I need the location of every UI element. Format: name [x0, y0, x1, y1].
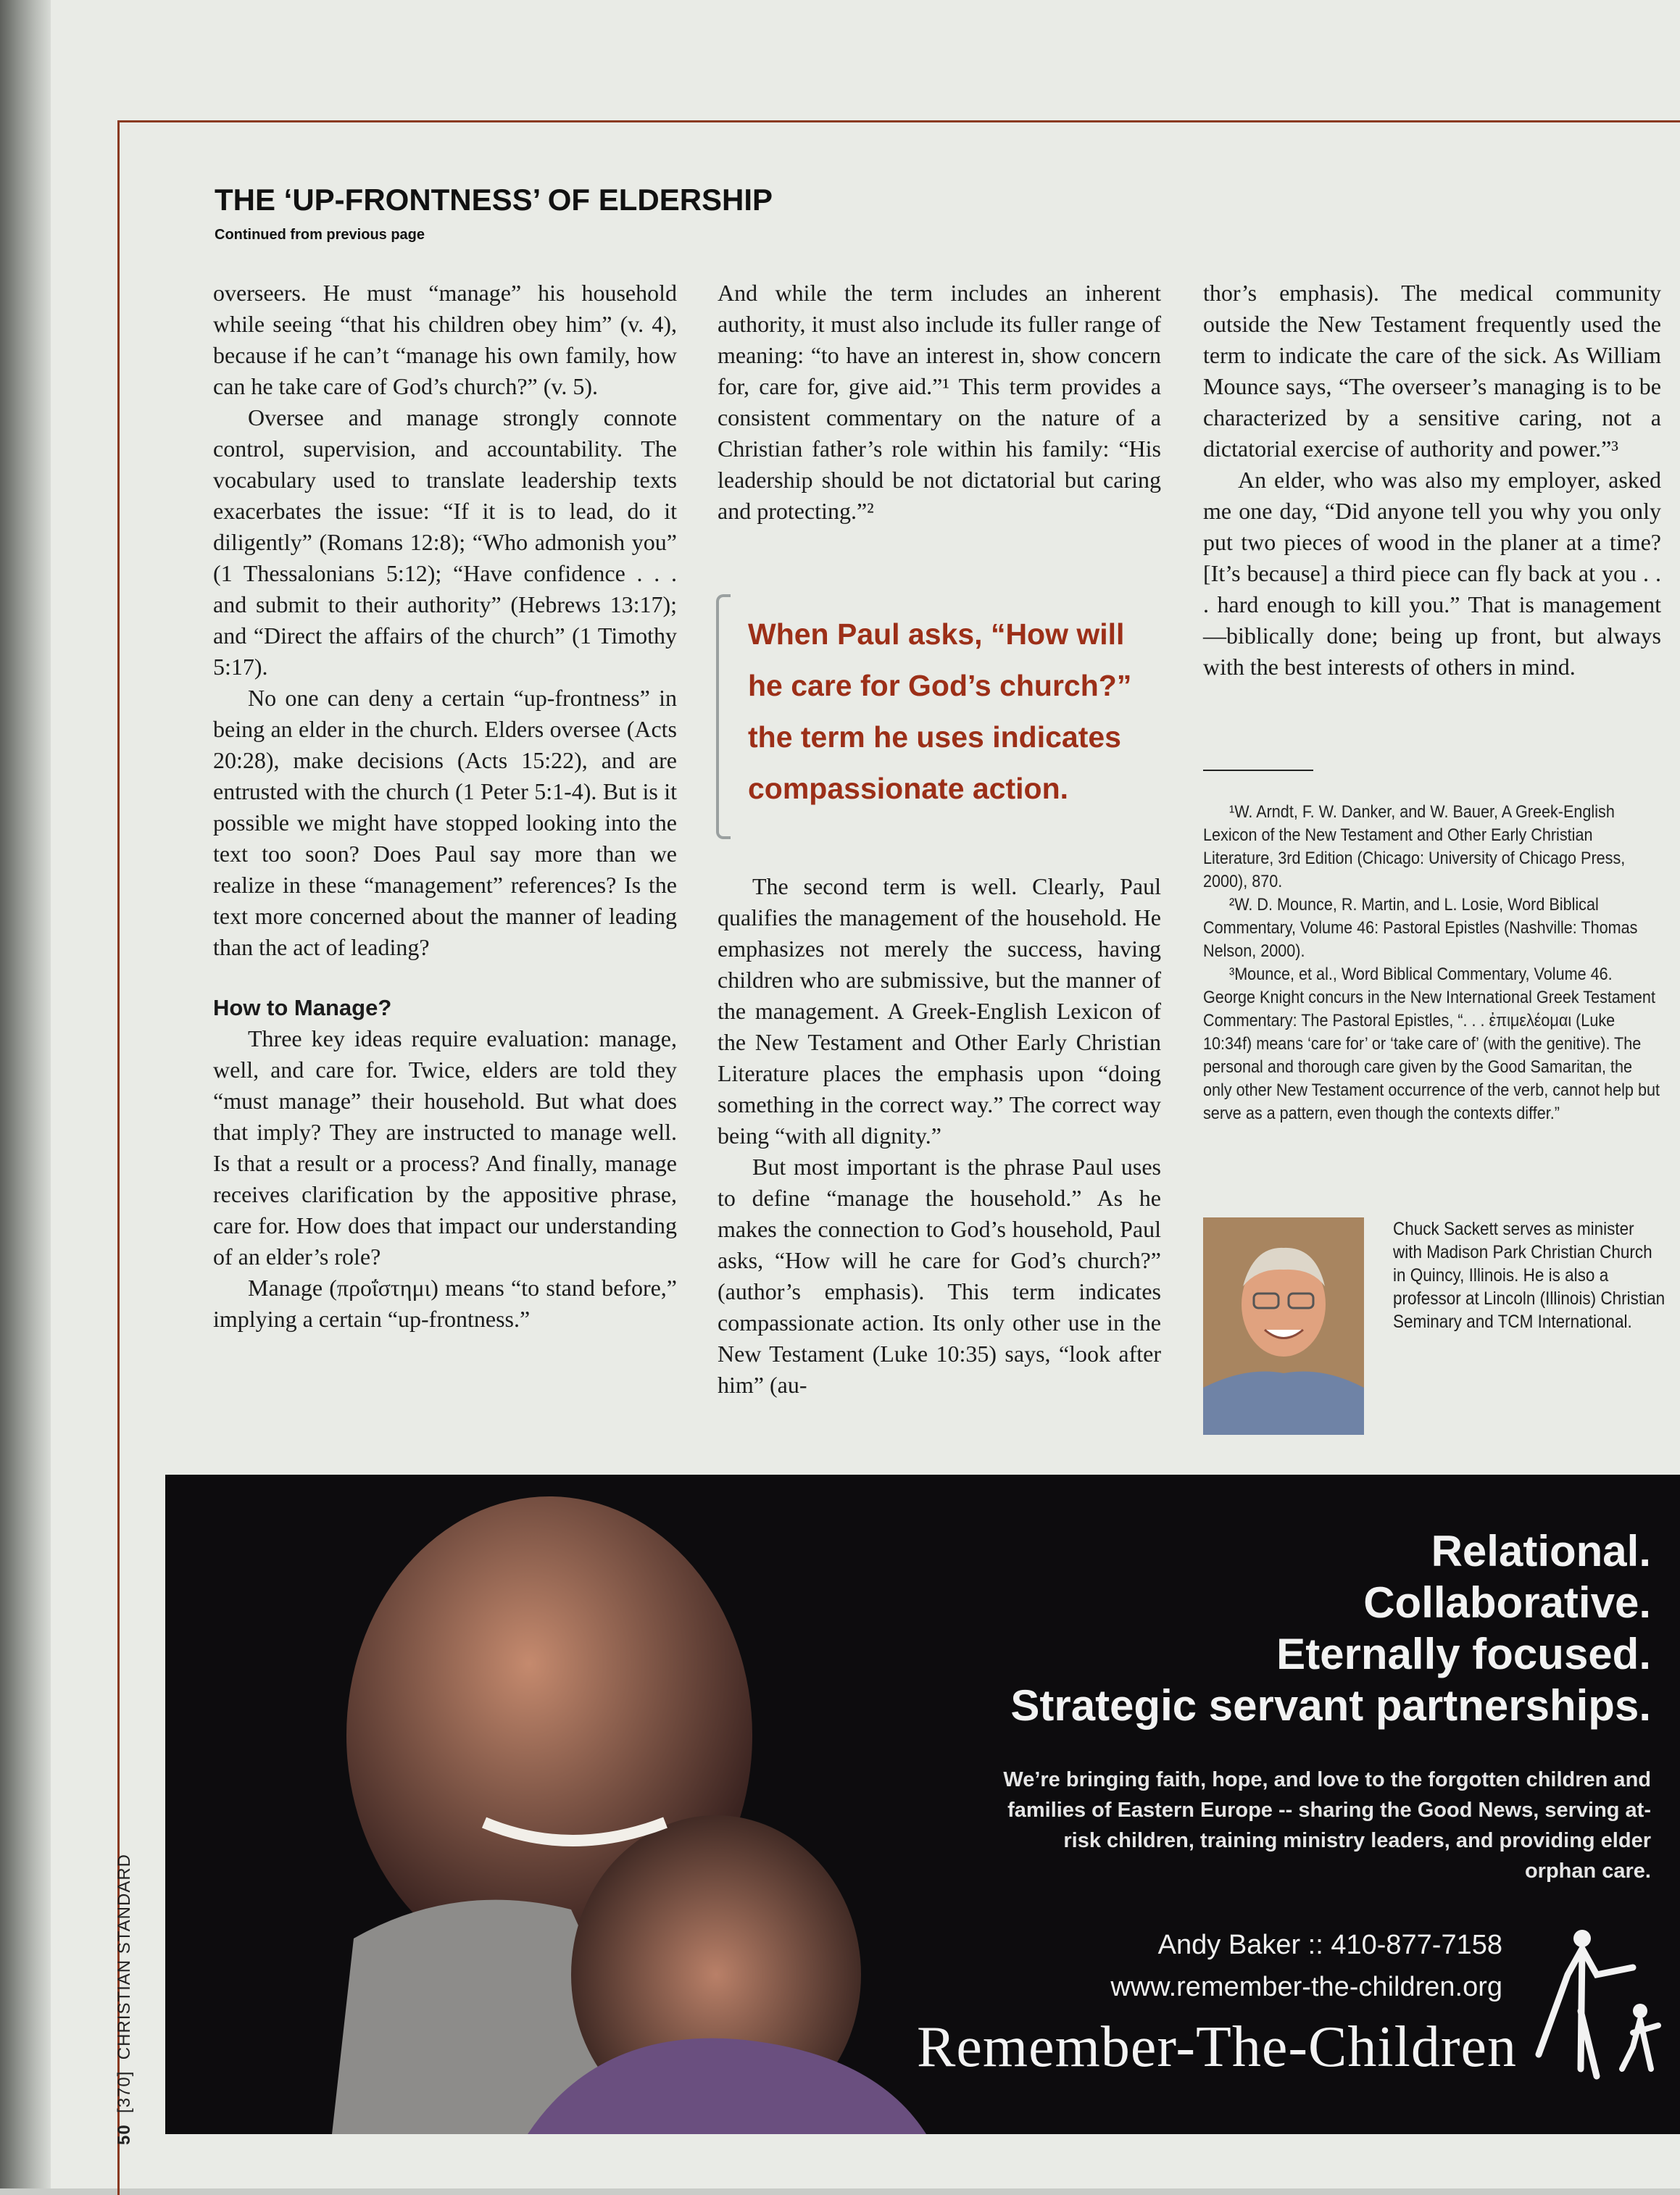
- paragraph: But most important is the phrase Paul uses to define “manage the household.” As he makes the connection to God’s household, Paul asks, “How will he care for God’s church?” (author’s emphasis). This term indicates compassionate action. Its only other use in the New Testament (Luke 10:35) says, “look after him” (au-: [718, 1154, 1161, 1398]
- author-portrait-icon: [1203, 1217, 1364, 1435]
- section-heading: How to Manage?: [213, 995, 392, 1020]
- footnote-rule: [1203, 770, 1313, 771]
- pull-quote-bracket: [716, 594, 731, 839]
- page-folio: 50 [370] CHRISTIAN STANDARD: [115, 1853, 134, 2145]
- author-bio: Chuck Sackett serves as minister with Madison Park Christian Church in Quincy, Illinois. He is also a professor at Lincoln (Illinois) Christian Seminary and TCM International.: [1393, 1219, 1666, 1332]
- continued-note: Continued from previous page: [215, 227, 425, 243]
- paragraph: No one can deny a certain “up-frontness” in being an elder in the church. Elders oversee (Acts 20:28), make decisions (Acts 15:22), and are entrusted with the church (1 Peter 5:1-4). But is it possible we might have stopped looking into the text too soon? Does Paul say more than we realize in these “management” references? Is the text more concerned about the manner of leading than the act of leading?: [213, 685, 677, 960]
- ad-brand-wordmark: Remember-The-Children: [917, 2015, 1517, 2079]
- paragraph: Manage (προΐστημι) means “to stand before,” implying a certain “up-frontness.”: [213, 1275, 677, 1332]
- paragraph: An elder, who was also my employer, asked me one day, “Did anyone tell you why you only put two pieces of wood in the planer at a time? [It’s because] a third piece can fly back at you . . . hard enough to kill you.” That is management—biblically done; being up front, but always with the best interests of others in mind.: [1203, 467, 1661, 680]
- paragraph: Three key ideas require evaluation: manage, well, and care for. Twice, elders are told they “must manage” their household. But what does that imply? They are instructed to manage well. Is that a result or a process? And finally, manage receives clarification by the appositive phrase, care for. How does that impact our understanding of an elder’s role?: [213, 1025, 677, 1270]
- paragraph: Oversee and manage strongly connote control, supervision, and accountability. The vocabulary used to translate leadership texts exacerbates the issue: “If it is to lead, do it diligently” (Romans 12:8); “Who admonish you” (1 Thessalonians 5:12); “Have confidence . . . and submit to their authority” (Hebrews 13:17); and “Direct the affairs of the church” (1 Timothy 5:17).: [213, 404, 677, 680]
- column-1: [213, 278, 677, 1335]
- column-3: [1203, 278, 1661, 683]
- paragraph: And while the term includes an inherent authority, it must also include its fuller range of meaning: “to have an interest in, show concern for, care for, give aid.”¹ This term provides a consistent commentary on the nature of a Christian father’s role within his family: “His leadership should be not dictatorial but caring and protecting.”²: [718, 280, 1161, 524]
- family-figures-logo-icon: [1524, 1924, 1662, 2083]
- book-spine: [0, 0, 51, 2188]
- footnote: ¹W. Arndt, F. W. Danker, and W. Bauer, A Greek-English Lexicon of the New Testament and Other Early Christian Literature, 3rd Edition (Chicago: University of Chicago Press, 2000), 870.: [1203, 802, 1626, 891]
- article-kicker: THE ‘UP-FRONTNESS’ OF ELDERSHIP: [215, 183, 773, 217]
- ad-body-text: We’re bringing faith, hope, and love to the forgotten children and families of Eastern Europe -- sharing the Good News, serving at-risk children, training ministry leaders, and providing elder orphan care.: [1003, 1768, 1651, 1883]
- pull-quote: [716, 594, 1158, 833]
- column-2: [718, 278, 1161, 527]
- pull-quote-text: When Paul asks, “How will he care for God’s church?” the term he uses indicates compassionate action.: [748, 617, 1132, 805]
- footnote: ²W. D. Mounce, R. Martin, and L. Losie, Word Biblical Commentary, Volume 46: Pastoral Epistles (Nashville: Thomas Nelson, 2000).: [1203, 895, 1638, 961]
- author-photo: [1203, 1217, 1364, 1435]
- footnotes: [1203, 801, 1660, 1125]
- ad-contact: [1110, 1924, 1502, 2008]
- ad-website: www.remember-the-children.org: [1110, 1972, 1502, 2002]
- paragraph: The second term is well. Clearly, Paul qualifies the management of the household. He emphasizes not merely the success, having children who are submissive, but the manner of the management. A Greek-English Lexicon of the New Testament and Other Early Christian Literature places the emphasis upon “doing something in the correct way.” The correct way being “with all dignity.”: [718, 873, 1161, 1149]
- advertisement: [165, 1475, 1680, 2134]
- paragraph: thor’s emphasis). The medical community outside the New Testament frequently used the term to indicate the care of the sick. As William Mounce says, “The overseer’s managing is to be characterized by a sensitive caring, not a dictatorial exercise of authority and power.”³: [1203, 280, 1661, 462]
- ad-headline: Relational. Collaborative. Eternally focused. Strategic servant partnerships.: [1010, 1527, 1651, 1730]
- paragraph: overseers. He must “manage” his household while seeing “that his children obey him” (v. 4), because if he can’t “manage his own family, how can he take care of God’s church?” (v. 5).: [213, 280, 677, 399]
- footnote: ³Mounce, et al., Word Biblical Commentary, Volume 46. George Knight concurs in the New International Greek Testament Commentary: The Pastoral Epistles, “. . . ἐπιμελέομαι (Luke 10:34f) means ‘care for’ or ‘take care of’ (with the genitive). The personal and thorough care given by the Good Samaritan, the only other New Testament occurrence of the verb, cannot help but serve as a pattern, even though the contexts differ.”: [1203, 965, 1660, 1123]
- column-2-lower: [718, 871, 1161, 1401]
- ad-contact-phone: Andy Baker :: 410-877-7158: [1157, 1930, 1502, 1960]
